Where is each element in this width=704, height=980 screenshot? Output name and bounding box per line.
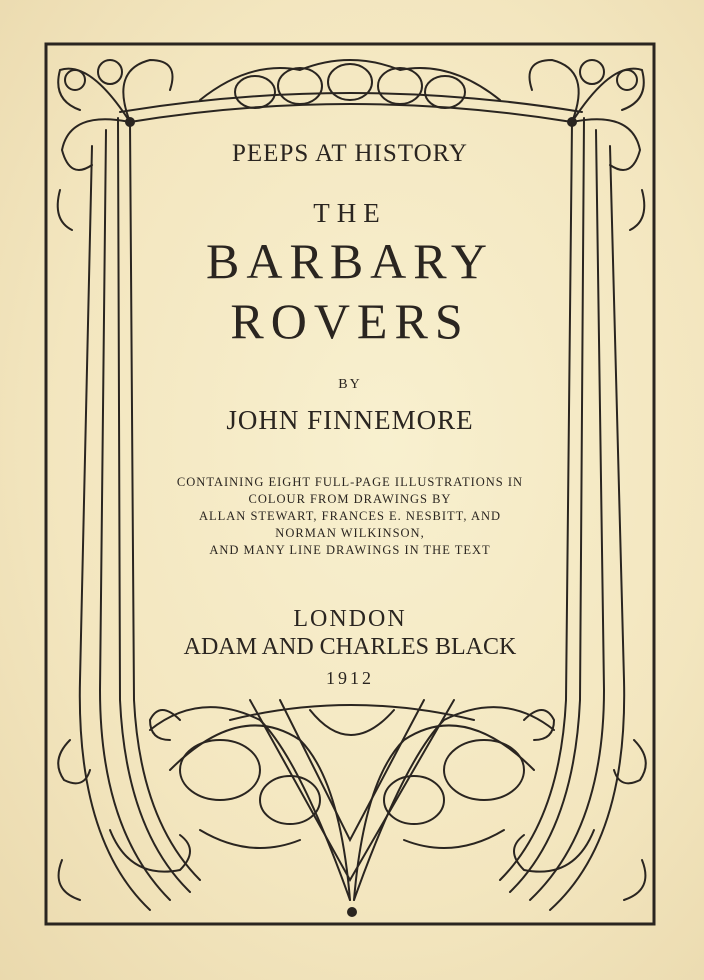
book-title-line-2: ROVERS [230, 293, 470, 349]
note-line: NORMAN WILKINSON, [275, 526, 425, 540]
by-label: BY [338, 377, 362, 392]
publication-year: 1912 [326, 668, 374, 688]
note-line: COLOUR FROM DRAWINGS BY [248, 492, 452, 506]
illustrations-note [100, 474, 600, 559]
note-line: ALLAN STEWART, FRANCES E. NESBITT, AND [198, 509, 502, 523]
top-loops [200, 60, 500, 108]
author-name: JOHN FINNEMORE [226, 405, 474, 435]
series-title: PEEPS AT HISTORY [232, 140, 468, 167]
publication-city: LONDON [293, 606, 407, 632]
title-article: THE [313, 198, 387, 228]
note-line: AND MANY LINE DRAWINGS IN THE TEXT [209, 543, 491, 557]
note-line: CONTAINING EIGHT FULL-PAGE ILLUSTRATIONS IN [176, 475, 524, 489]
publisher-name: ADAM AND CHARLES BLACK [183, 634, 517, 660]
book-title-line-1: BARBARY [206, 233, 494, 289]
